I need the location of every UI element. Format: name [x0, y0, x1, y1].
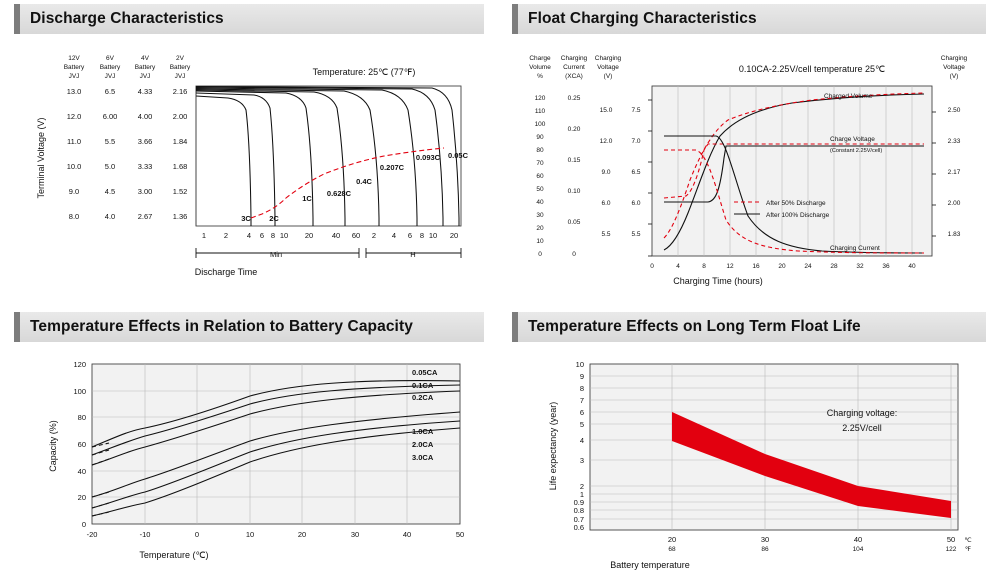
- svg-text:24: 24: [804, 263, 812, 270]
- svg-text:120: 120: [534, 95, 546, 102]
- svg-text:30: 30: [350, 530, 360, 539]
- svg-text:50: 50: [455, 530, 465, 539]
- svg-text:40: 40: [77, 467, 86, 476]
- svg-text:122: 122: [945, 546, 957, 553]
- discharge-scale-h: H: [410, 250, 416, 259]
- tempcap-chart: [14, 346, 484, 580]
- templife-x-title: Battery temperature: [610, 560, 690, 570]
- svg-text:0.093C: 0.093C: [415, 153, 441, 162]
- svg-text:0.20: 0.20: [567, 126, 581, 133]
- svg-text:13.0: 13.0: [66, 87, 82, 96]
- svg-text:Voltage: Voltage: [943, 64, 965, 71]
- svg-text:40: 40: [331, 231, 341, 240]
- svg-text:20: 20: [304, 231, 314, 240]
- svg-text:12.0: 12.0: [599, 138, 613, 145]
- svg-text:2C: 2C: [269, 214, 279, 223]
- svg-text:-20: -20: [86, 530, 98, 539]
- svg-text:1: 1: [579, 490, 584, 499]
- svg-text:10: 10: [245, 530, 255, 539]
- svg-text:80: 80: [77, 413, 86, 422]
- panel-float-title: Float Charging Characteristics: [528, 10, 757, 27]
- svg-text:-10: -10: [139, 530, 151, 539]
- svg-text:3C: 3C: [241, 214, 251, 223]
- svg-text:8.0: 8.0: [68, 212, 80, 221]
- svg-text:7: 7: [579, 396, 584, 405]
- panel-tempcap-header: [14, 312, 484, 342]
- svg-text:0: 0: [650, 263, 654, 270]
- svg-text:1.83: 1.83: [947, 231, 961, 238]
- panel-tempcap: [14, 312, 484, 580]
- svg-text:1.84: 1.84: [172, 137, 188, 146]
- templife-y-ticks: [574, 360, 584, 532]
- svg-text:5.0: 5.0: [104, 162, 116, 171]
- svg-text:70: 70: [536, 160, 544, 167]
- svg-text:2: 2: [223, 231, 229, 240]
- svg-text:1.0CA: 1.0CA: [412, 427, 434, 436]
- svg-text:4: 4: [246, 231, 252, 240]
- svg-text:Battery: Battery: [169, 64, 191, 71]
- svg-text:6: 6: [579, 408, 584, 417]
- float-cellvoltage-ticks: [631, 107, 640, 238]
- svg-text:Battery: Battery: [63, 64, 85, 71]
- svg-text:110: 110: [534, 108, 546, 115]
- discharge-y-ticks: [67, 87, 188, 221]
- svg-text:2.0CA: 2.0CA: [412, 440, 434, 449]
- svg-text:16: 16: [752, 263, 760, 270]
- discharge-y-title: Terminal Voltage (V): [36, 117, 46, 199]
- discharge-x-ticks: [202, 231, 458, 240]
- float-chart: [512, 38, 986, 288]
- svg-text:28: 28: [830, 263, 838, 270]
- svg-text:120: 120: [73, 360, 86, 369]
- svg-text:40: 40: [536, 199, 544, 206]
- svg-text:0.05C: 0.05C: [447, 151, 469, 160]
- svg-text:6: 6: [407, 231, 413, 240]
- float-x-title: Charging Time (hours): [673, 276, 763, 286]
- svg-text:0.7: 0.7: [573, 515, 584, 524]
- svg-text:7.0: 7.0: [631, 138, 641, 145]
- svg-text:Charging: Charging: [560, 55, 588, 62]
- templife-unit-f: ℉: [964, 546, 972, 553]
- svg-text:7.5: 7.5: [631, 107, 641, 114]
- svg-text:60: 60: [536, 173, 544, 180]
- svg-text:Voltage: Voltage: [597, 64, 619, 71]
- float-right-ticks: [948, 107, 961, 238]
- svg-text:Charging Current: Charging Current: [830, 245, 880, 252]
- svg-text:After 100% Discharge: After 100% Discharge: [766, 212, 830, 219]
- svg-text:100: 100: [534, 121, 546, 128]
- svg-text:0.25: 0.25: [567, 95, 581, 102]
- svg-text:1.36: 1.36: [172, 212, 188, 221]
- panel-float-header: [512, 4, 986, 34]
- svg-text:2V: 2V: [176, 55, 184, 62]
- templife-x-ticks-c: [668, 535, 955, 544]
- svg-text:2.17: 2.17: [947, 169, 961, 176]
- svg-text:0.1CA: 0.1CA: [412, 381, 434, 390]
- svg-text:4.33: 4.33: [137, 87, 153, 96]
- svg-text:8: 8: [579, 384, 584, 393]
- svg-text:2.50: 2.50: [947, 107, 961, 114]
- svg-text:10.0: 10.0: [66, 162, 82, 171]
- svg-text:4.00: 4.00: [137, 112, 153, 121]
- svg-text:JVJ: JVJ: [104, 73, 116, 80]
- svg-text:Battery: Battery: [99, 64, 121, 71]
- svg-text:12.0: 12.0: [66, 112, 82, 121]
- svg-text:6.5: 6.5: [631, 169, 641, 176]
- panel-templife-header: [512, 312, 986, 342]
- svg-text:3.00: 3.00: [137, 187, 153, 196]
- svg-text:10: 10: [536, 238, 544, 245]
- tempcap-x-ticks: [87, 530, 465, 539]
- svg-text:4.0: 4.0: [104, 212, 116, 221]
- svg-text:50: 50: [536, 186, 544, 193]
- svg-text:60: 60: [351, 231, 361, 240]
- svg-text:1: 1: [201, 231, 207, 240]
- svg-text:6: 6: [259, 231, 265, 240]
- svg-text:50: 50: [946, 535, 956, 544]
- svg-text:Battery: Battery: [134, 64, 156, 71]
- svg-text:1.52: 1.52: [172, 187, 188, 196]
- svg-text:8: 8: [702, 263, 706, 270]
- panel-discharge-title: Discharge Characteristics: [30, 10, 224, 27]
- svg-text:0.8: 0.8: [573, 506, 584, 515]
- float-current-ticks: [568, 95, 581, 258]
- templife-unit-c: ℃: [964, 537, 972, 544]
- svg-text:40: 40: [853, 535, 863, 544]
- svg-text:Charging: Charging: [594, 55, 622, 62]
- svg-text:0.6: 0.6: [573, 523, 584, 532]
- svg-text:0: 0: [81, 520, 86, 529]
- svg-text:3: 3: [579, 456, 584, 465]
- svg-text:(XCA): (XCA): [565, 73, 583, 80]
- svg-text:(Constant 2.25V/cell): (Constant 2.25V/cell): [830, 148, 883, 154]
- svg-text:6.0: 6.0: [631, 200, 641, 207]
- svg-text:6.5: 6.5: [104, 87, 116, 96]
- svg-text:5.5: 5.5: [631, 231, 641, 238]
- svg-text:2.00: 2.00: [172, 112, 188, 121]
- svg-text:5.5: 5.5: [104, 137, 116, 146]
- svg-text:Charging: Charging: [940, 55, 968, 62]
- float-voltage-ticks: [600, 107, 613, 238]
- svg-text:0.05CA: 0.05CA: [412, 368, 438, 377]
- svg-text:2.16: 2.16: [172, 87, 188, 96]
- svg-text:2.33: 2.33: [947, 138, 961, 145]
- svg-text:4: 4: [391, 231, 397, 240]
- svg-text:68: 68: [668, 546, 676, 553]
- svg-text:0.05: 0.05: [567, 219, 581, 226]
- svg-text:%: %: [537, 73, 543, 80]
- svg-text:2: 2: [579, 482, 584, 491]
- svg-text:20: 20: [297, 530, 307, 539]
- float-volume-ticks: [535, 95, 546, 258]
- svg-text:12: 12: [726, 263, 734, 270]
- panel-templife: [512, 312, 986, 580]
- svg-text:0: 0: [572, 251, 576, 258]
- svg-text:100: 100: [73, 387, 86, 396]
- svg-text:Charge: Charge: [529, 55, 551, 62]
- svg-text:0.9: 0.9: [573, 498, 584, 507]
- svg-text:2.67: 2.67: [137, 212, 153, 221]
- svg-text:86: 86: [761, 546, 769, 553]
- tempcap-x-title: Temperature (℃): [139, 550, 209, 560]
- svg-text:6V: 6V: [106, 55, 114, 62]
- svg-text:Charged Volume: Charged Volume: [824, 93, 873, 100]
- svg-text:20: 20: [449, 231, 459, 240]
- svg-text:0.4C: 0.4C: [356, 177, 372, 186]
- svg-text:9.0: 9.0: [68, 187, 80, 196]
- svg-text:104: 104: [852, 546, 864, 553]
- svg-text:10: 10: [428, 231, 438, 240]
- svg-text:8: 8: [270, 231, 276, 240]
- svg-text:4: 4: [676, 263, 680, 270]
- svg-text:40: 40: [908, 263, 916, 270]
- tempcap-y-title: Capacity (%): [48, 420, 58, 472]
- discharge-temp-note: Temperature: 25℃ (77℉): [312, 67, 416, 77]
- svg-text:11.0: 11.0: [66, 137, 82, 146]
- svg-text:0: 0: [538, 251, 542, 258]
- discharge-axis-headers: [64, 55, 191, 80]
- panel-discharge-header: [14, 4, 484, 34]
- svg-text:3.0CA: 3.0CA: [412, 453, 434, 462]
- svg-text:4: 4: [579, 436, 584, 445]
- svg-text:6.0: 6.0: [601, 200, 611, 207]
- svg-text:4V: 4V: [141, 55, 149, 62]
- svg-text:Charge Voltage: Charge Voltage: [830, 136, 875, 143]
- templife-y-title: Life expectancy (year): [548, 401, 558, 491]
- svg-text:5: 5: [579, 420, 584, 429]
- float-x-ticks: [650, 263, 916, 270]
- svg-text:10: 10: [279, 231, 289, 240]
- svg-text:0: 0: [194, 530, 200, 539]
- svg-text:2: 2: [371, 231, 377, 240]
- svg-text:JVJ: JVJ: [68, 73, 80, 80]
- discharge-scale-bars: [196, 248, 461, 258]
- svg-text:20: 20: [536, 225, 544, 232]
- svg-text:(V): (V): [949, 73, 959, 80]
- svg-text:15.0: 15.0: [599, 107, 613, 114]
- svg-text:After 50% Discharge: After 50% Discharge: [766, 200, 826, 207]
- svg-text:60: 60: [77, 440, 86, 449]
- panel-tempcap-title: Temperature Effects in Relation to Battery Capacity: [30, 318, 413, 335]
- svg-text:1C: 1C: [302, 194, 312, 203]
- svg-text:3.66: 3.66: [137, 137, 153, 146]
- svg-text:2.00: 2.00: [947, 200, 961, 207]
- svg-text:10: 10: [575, 360, 584, 369]
- svg-text:(V): (V): [603, 73, 613, 80]
- svg-text:30: 30: [760, 535, 770, 544]
- svg-text:0.10: 0.10: [567, 188, 581, 195]
- svg-text:20: 20: [77, 493, 86, 502]
- svg-text:0.2CA: 0.2CA: [412, 393, 434, 402]
- svg-text:9: 9: [579, 372, 584, 381]
- float-annotation: 0.10CA-2.25V/cell temperature 25℃: [738, 64, 886, 74]
- svg-text:40: 40: [402, 530, 412, 539]
- panel-float: [512, 4, 986, 289]
- svg-text:12V: 12V: [68, 55, 80, 62]
- svg-text:JVJ: JVJ: [139, 73, 151, 80]
- discharge-chart: [14, 38, 484, 288]
- svg-text:Current: Current: [563, 64, 585, 71]
- svg-text:0.207C: 0.207C: [379, 163, 405, 172]
- svg-text:0.628C: 0.628C: [326, 189, 352, 198]
- panel-discharge: [14, 4, 484, 289]
- discharge-x-title: Discharge Time: [194, 267, 258, 277]
- svg-text:6.00: 6.00: [102, 112, 118, 121]
- svg-text:5.5: 5.5: [601, 231, 611, 238]
- svg-text:90: 90: [536, 134, 544, 141]
- svg-text:Charging voltage:: Charging voltage:: [826, 408, 898, 418]
- svg-text:1.68: 1.68: [172, 162, 188, 171]
- svg-text:32: 32: [856, 263, 864, 270]
- svg-text:8: 8: [419, 231, 425, 240]
- discharge-scale-min: Min: [269, 250, 283, 259]
- svg-text:JVJ: JVJ: [174, 73, 186, 80]
- svg-text:2.25V/cell: 2.25V/cell: [842, 423, 882, 433]
- svg-text:3.33: 3.33: [137, 162, 153, 171]
- svg-text:Volume: Volume: [529, 64, 551, 71]
- svg-text:0.15: 0.15: [567, 157, 581, 164]
- tempcap-y-ticks: [73, 360, 86, 529]
- panel-templife-title: Temperature Effects on Long Term Float Life: [528, 318, 861, 335]
- svg-text:20: 20: [778, 263, 786, 270]
- svg-text:80: 80: [536, 147, 544, 154]
- svg-text:30: 30: [536, 212, 544, 219]
- svg-text:4.5: 4.5: [104, 187, 116, 196]
- svg-text:36: 36: [882, 263, 890, 270]
- templife-x-ticks-f: [668, 546, 956, 553]
- templife-chart: [512, 346, 986, 580]
- svg-text:20: 20: [667, 535, 677, 544]
- svg-text:9.0: 9.0: [601, 169, 611, 176]
